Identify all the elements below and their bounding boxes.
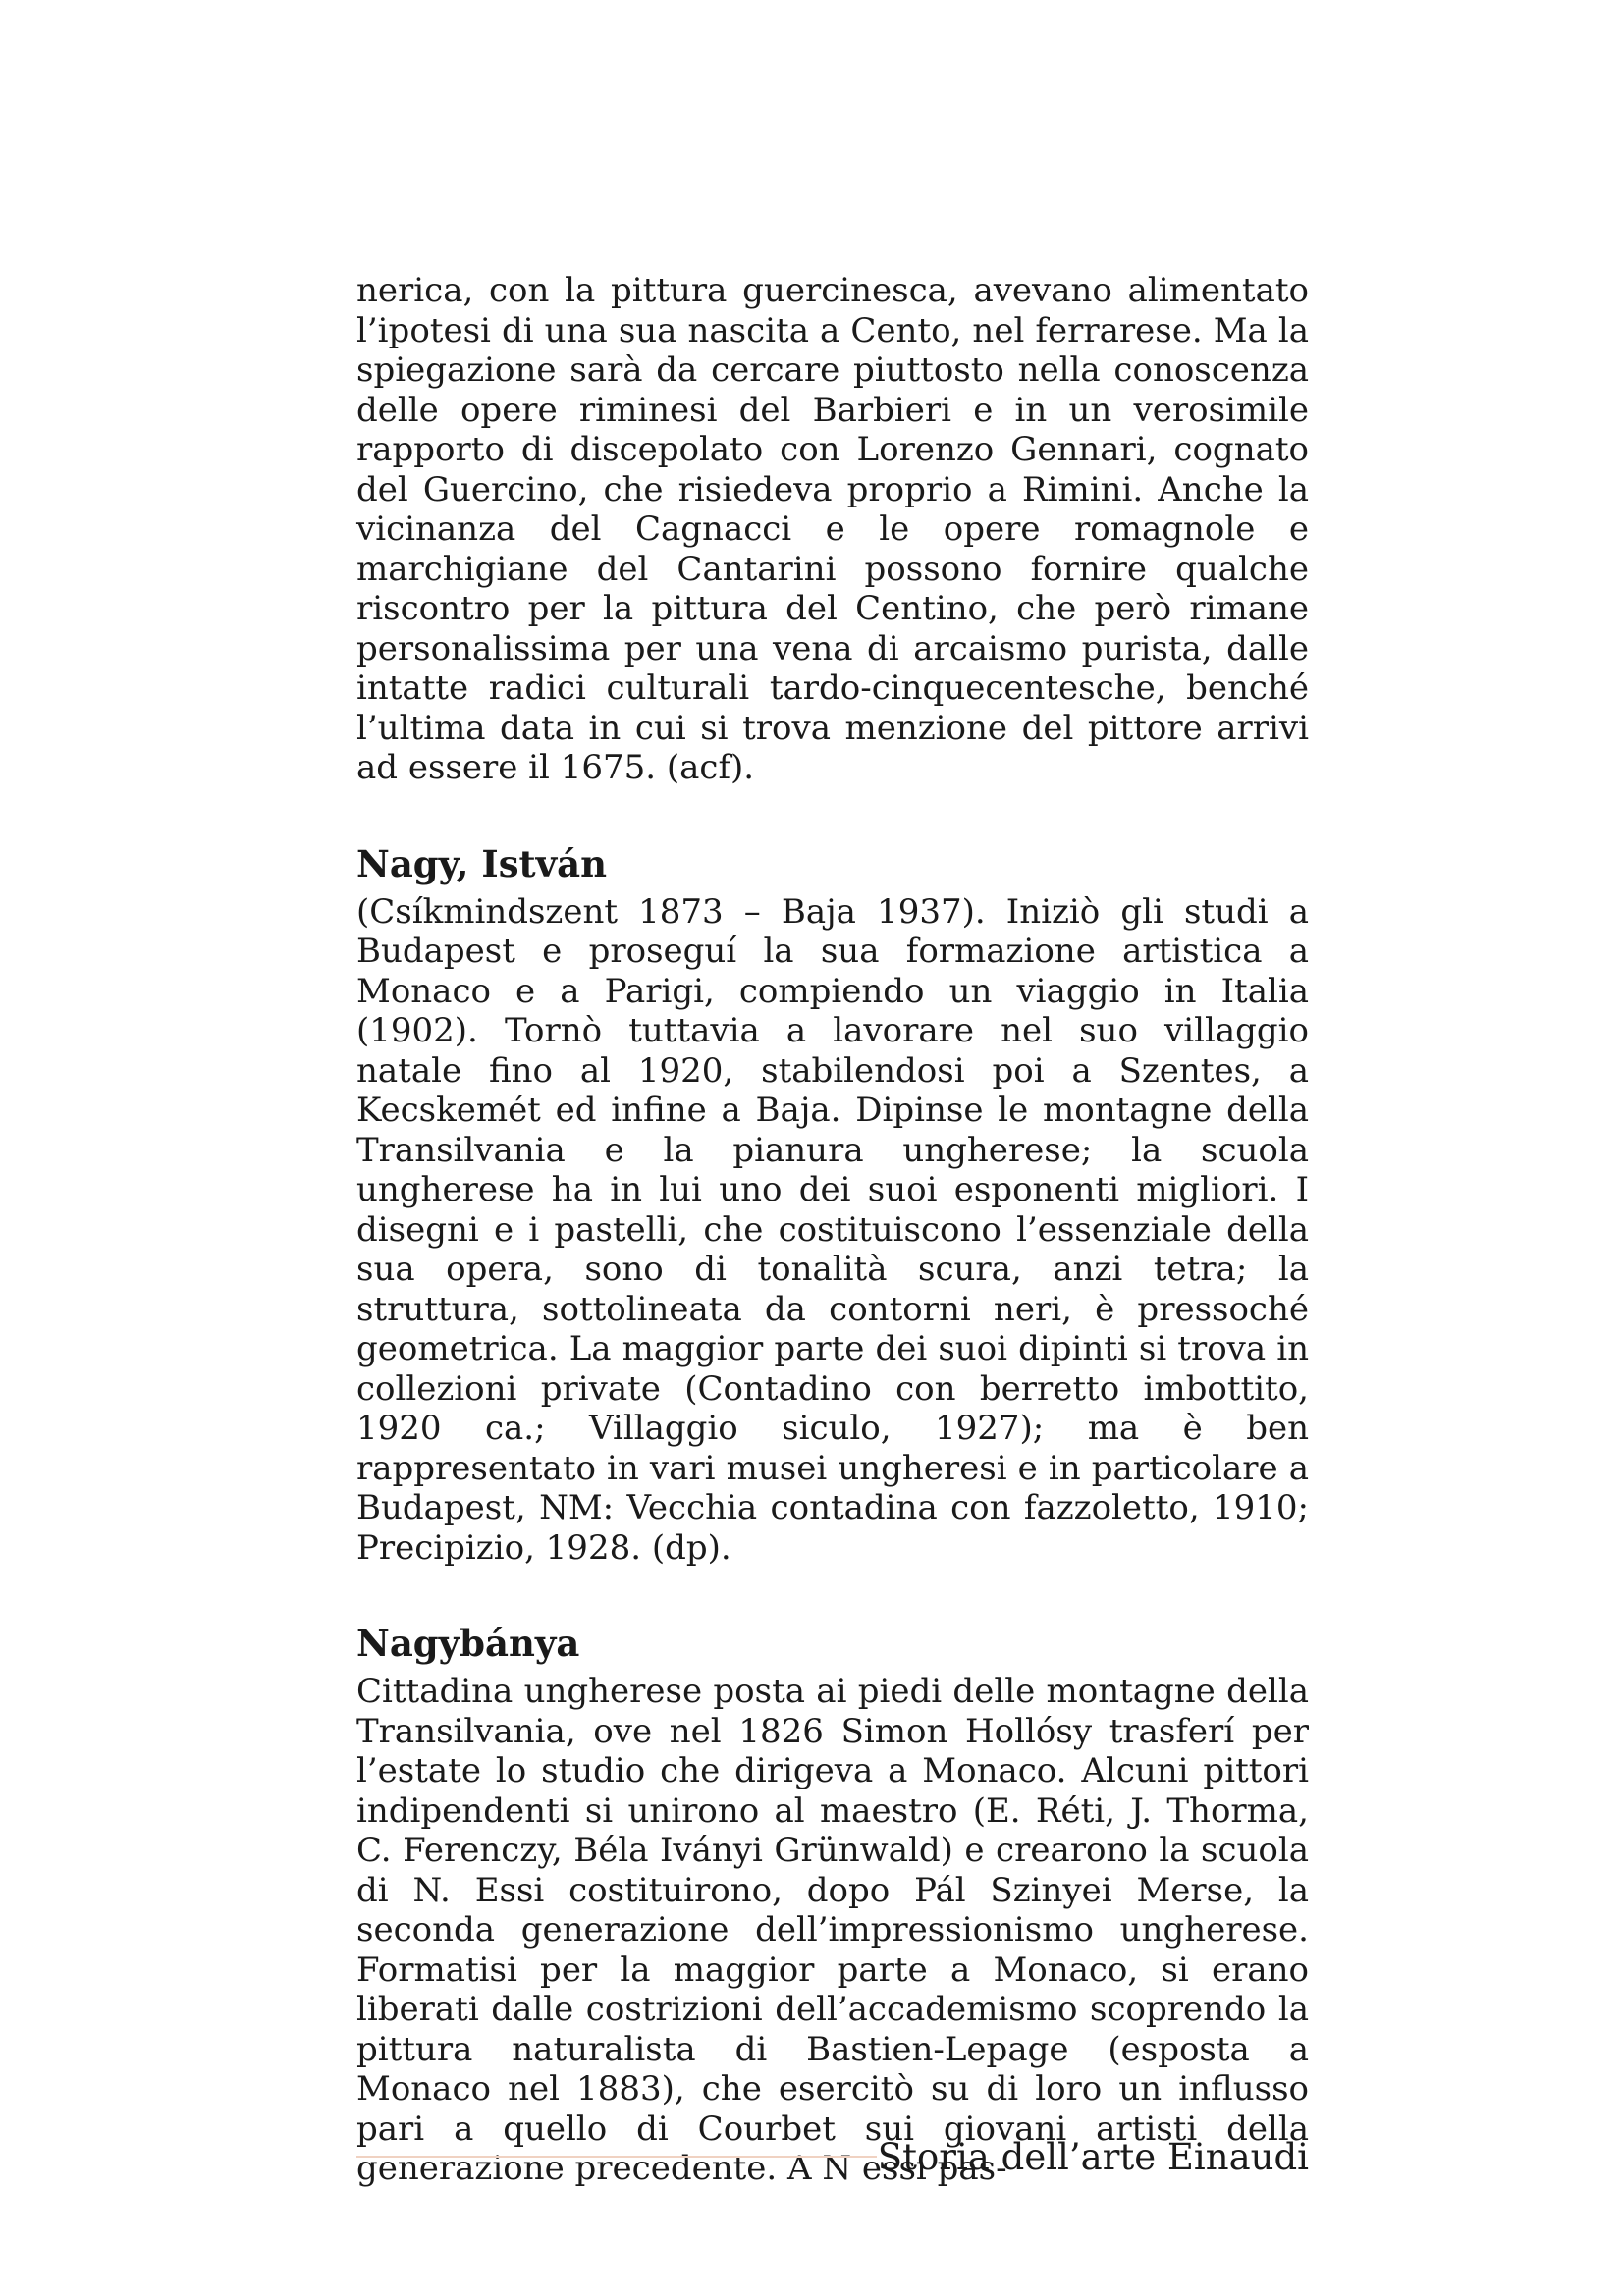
entry-body: (Csíkmindszent 1873 – Baja 1937). Iniziò gli studi a Budapest e proseguí la sua formazione artistica a Monaco e a Parigi, compiendo un viaggio in Italia (1902). Tornò tuttavia a lavorare nel suo villaggio natale fino al 1920, stabilendosi poi a Szentes, a Kecskemét ed infine a Baja. Dipinse le montagne della Transilvania e la pianura ungherese; la scuola ungherese ha in lui uno dei suoi esponenti migliori. I disegni e i pastelli, che costituiscono l’essenziale della sua opera, sono di tonalità scura, anzi tetra; la struttura, sottolineata da contorni neri, è pressoché geometrica. La maggior parte dei suoi dipinti si trova in collezioni private (Contadino con berretto imbottito, 1920 ca.; Villaggio siculo, 1927); ma è ben rappresentato in vari musei ungheresi e in particolare a Budapest, NM: Vecchia contadina con fazzoletto, 1910; Precipizio, 1928. (dp). <box>356 891 1309 1568</box>
entry-heading: Nagy, István <box>356 841 607 885</box>
footer-divider <box>356 2156 877 2158</box>
entry-nagy-istvan <box>356 841 1309 1569</box>
entry-nagybanya <box>356 1621 1309 2189</box>
page-content <box>356 271 1309 2189</box>
continuation-paragraph: nerica, con la pittura guercinesca, avevano alimentato l’ipotesi di una sua nascita a Cento, nel ferrarese. Ma la spiegazione sarà da cercare piuttosto nella conoscenza delle opere riminesi del Barbieri e in un verosimile rapporto di discepolato con Lorenzo Gennari, cognato del Guercino, che risiedeva proprio a Rimini. Anche la vicinanza del Cagnacci e le opere romagnole e marchigiane del Cantarini possono fornire qualche riscontro per la pittura del Centino, che però rimane personalissima per una vena di arcaismo purista, dalle intatte radici culturali tardo-cinquecentesche, benché l’ultima data in cui si trova menzione del pittore arrivi ad essere il 1675. (acf). <box>356 271 1309 787</box>
entry-heading: Nagybánya <box>356 1622 580 1665</box>
entry-body: Cittadina ungherese posta ai piedi delle montagne della Transilvania, ove nel 1826 Simon Hollósy trasferí per l’estate lo studio che dirigeva a Monaco. Alcuni pittori indipendenti si unirono al maestro (E. Réti, J. Thorma, C. Ferenczy, Béla Iványi Grünwald) e crearono la scuola di N. Essi costituirono, dopo Pál Szinyei Merse, la seconda generazione dell’impressionismo ungherese. Formatisi per la maggior parte a Monaco, si erano liberati dalle costrizioni dell’accademismo scoprendo la pittura naturalista di Bastien-Lepage (esposta a Monaco nel 1883), che esercitò su di loro un influsso pari a quello di Courbet sui giovani artisti della generazione precedente. A N essi pas- <box>356 1672 1309 2188</box>
footer-title: Storia dell’arte Einaudi <box>877 2136 1309 2178</box>
